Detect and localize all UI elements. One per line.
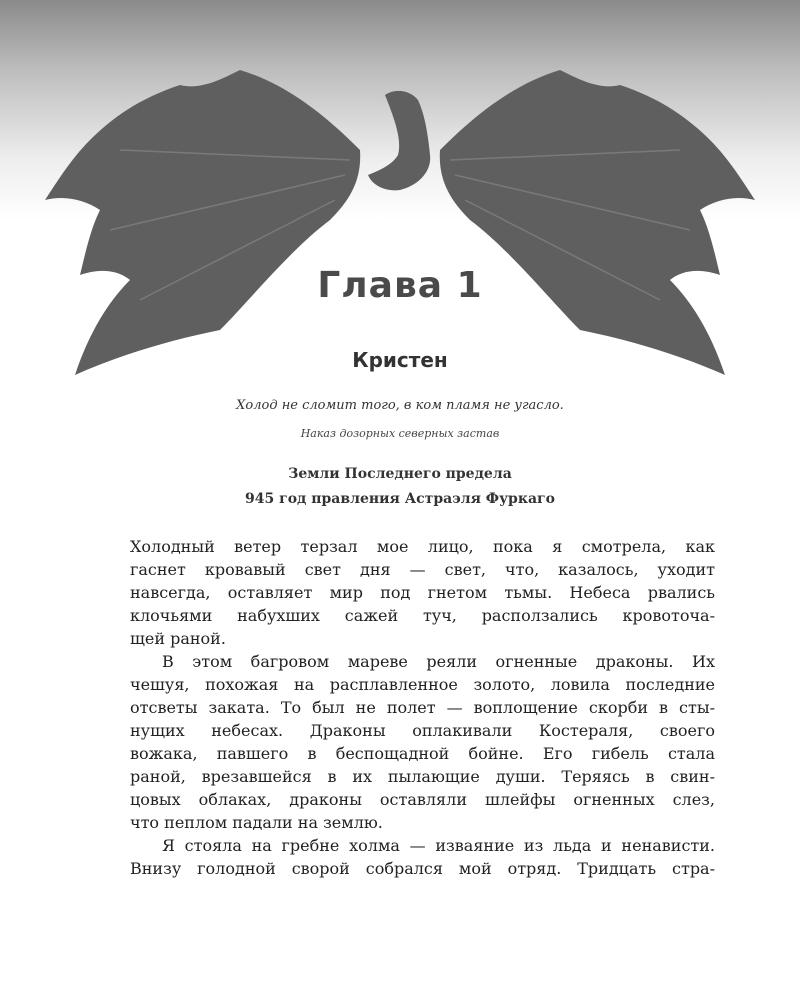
dragon-right-wing — [440, 70, 755, 375]
body-line: гаснет кровавый свет дня — свет, что, казалось, уходит — [130, 560, 715, 579]
body-line: щей раной. — [130, 629, 226, 648]
paragraph-1 — [130, 535, 715, 650]
body-line: цовых облаках, драконы оставляли шлейфы огненных слез, — [130, 790, 715, 809]
dragon-left-wing — [45, 70, 360, 375]
epigraph-text: Холод не сломит того, в ком пламя не угасло. — [236, 398, 564, 413]
body-line: раной, врезавшейся в их пылающие души. Теряясь в свин- — [130, 767, 715, 786]
chapter-pov-name: Кристен — [352, 348, 448, 372]
dragon-body — [368, 91, 430, 190]
body-line: навсегда, оставляет мир под гнетом тьмы. Небеса рвались — [130, 583, 715, 602]
body-line: Холодный ветер терзал мое лицо, пока я смотрела, как — [130, 537, 715, 556]
epigraph-source: Наказ дозорных северных застав — [300, 427, 500, 440]
location-line-1: Земли Последнего предела — [288, 466, 512, 482]
paragraph-3 — [130, 834, 715, 880]
chapter-body — [130, 535, 715, 880]
body-line: Внизу голодной сворой собрался мой отряд. Тридцать стра- — [130, 859, 715, 878]
body-line: вожака, павшего в беспощадной бойне. Его гибель стала — [130, 744, 715, 763]
body-line: чешуя, похожая на расплавленное золото, ловила последние — [130, 675, 715, 694]
chapter-header-art — [0, 0, 800, 390]
body-line: клочьями набухших сажей туч, расползались кровоточа- — [130, 606, 715, 625]
dragon-silhouette — [0, 0, 800, 390]
body-line: нущих небесах. Драконы оплакивали Костераля, своего — [130, 721, 715, 740]
body-line: В этом багровом мареве реяли огненные драконы. Их — [162, 652, 715, 671]
chapter-title: Глава 1 — [317, 265, 483, 306]
body-line: Я стояла на гребне холма — изваяние из льда и ненависти. — [162, 836, 715, 855]
body-line: что пеплом падали на землю. — [130, 813, 383, 832]
location-line-2: 945 год правления Астраэля Фуркаго — [245, 491, 555, 507]
paragraph-2 — [130, 650, 715, 834]
body-line: отсветы заката. То был не полет — воплощение скорби в сты- — [130, 698, 715, 717]
